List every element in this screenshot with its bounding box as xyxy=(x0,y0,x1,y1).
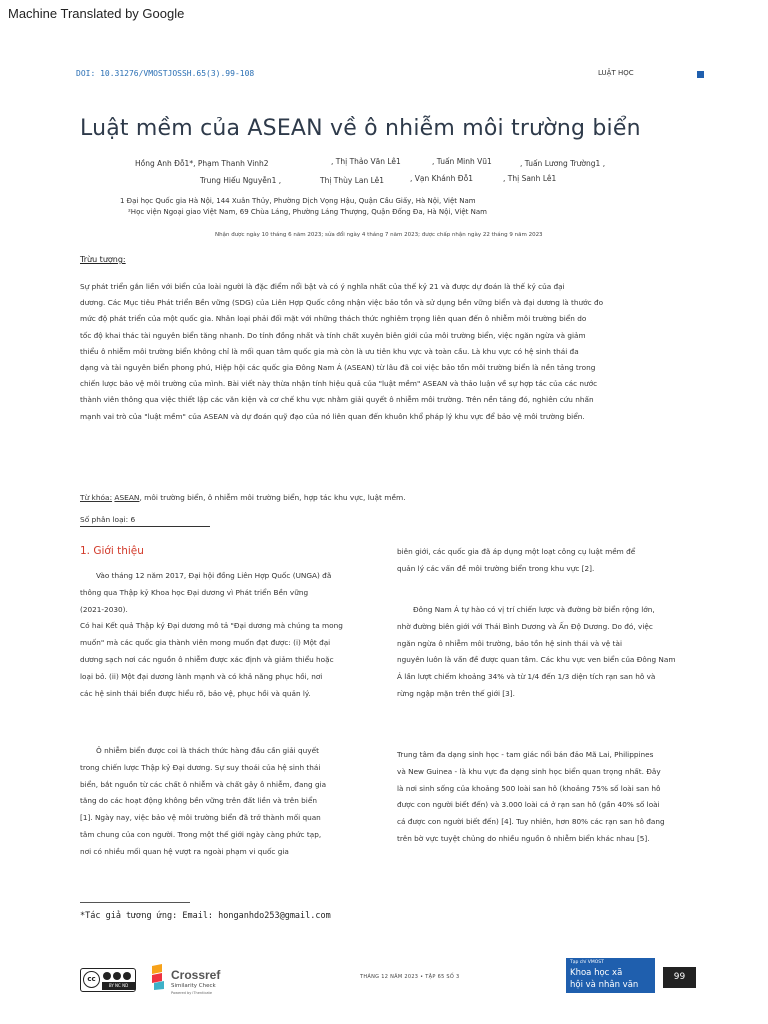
nd-icon xyxy=(123,972,131,980)
text-line: thông qua Thập kỷ Khoa học Đại dương vì Phát triển Bền vững xyxy=(80,587,309,597)
text-line: tăng do các hoạt động không bền vững trên đất liền và trên biển xyxy=(80,796,317,806)
text-line: Đông Nam Á tự hào có vị trí chiến lược và đường bờ biển rộng lớn, xyxy=(413,605,655,614)
by-icon xyxy=(103,972,111,980)
abstract-line: thiểu ô nhiễm môi trường biển không chỉ là mối quan tâm quốc gia mà còn là ưu tiên khu vực và toàn cầu. Là khu vực có hệ sinh thái đa xyxy=(80,346,579,356)
author-line-1a: Hồng Anh Đỗ1*, Phạm Thanh Vinh2 xyxy=(135,159,269,168)
text-line: quản lý các vấn đề môi trường biển trong khu vực [2]. xyxy=(397,563,595,573)
page-number: 99 xyxy=(663,967,696,988)
journal-small-label: Tạp chí VMOST xyxy=(570,960,604,965)
corresponding-author-footnote: *Tác giả tương ứng: Email: honganhdo253@gmail.com xyxy=(80,911,331,921)
author-line-2d: , Thị Sanh Lê1 xyxy=(503,174,557,183)
abstract-line: mức độ phát triển của một quốc gia. Nhân loại phải đối mặt với những thách thức nghiêm trọng liên quan đến ô nhiễm môi trường biển do xyxy=(80,314,587,324)
text-line: tâm chung của con người. Trong một thế giới ngày càng phức tạp, xyxy=(80,829,322,839)
crossref-sub: Similarity Check xyxy=(171,983,216,989)
text-line: các hệ sinh thái biển được hiểu rõ, bảo vệ, phục hồi và quản lý. xyxy=(80,688,311,698)
text-line: ngăn ngừa ô nhiễm môi trường, bảo tồn hệ sinh thái và vệ tài xyxy=(397,638,622,648)
affiliation-2: ²Học viện Ngoại giao Việt Nam, 69 Chùa Láng, Phường Láng Thượng, Quận Đống Đa, Hà Nội, Việt Nam xyxy=(128,208,487,216)
classification-divider xyxy=(80,526,210,527)
abstract-line: tốc độ khai thác tài nguyên biển tăng nhanh. Do tính đồng nhất và tính chất xuyên biên giới của môi trường biển, việc ngăn ngừa và giảm xyxy=(80,330,586,340)
translation-banner: Machine Translated by Google xyxy=(8,6,185,21)
author-line-2a: Trung Hiếu Nguyễn1 , xyxy=(200,176,282,185)
journal-badge xyxy=(566,958,655,993)
text-line: rừng ngập mặn trên thế giới [3]. xyxy=(397,688,515,698)
cc-terms-label: BY NC ND xyxy=(102,982,135,990)
section-1-title: 1. Giới thiệu xyxy=(80,545,144,557)
footnote-divider xyxy=(80,902,190,903)
text-line: loại bỏ. (ii) Một đại dương lành mạnh và có khả năng phục hồi, nơi xyxy=(80,671,323,681)
crossref-name: Crossref xyxy=(171,968,221,982)
classification-number: Số phân loại: 6 xyxy=(80,515,136,524)
text-line: trên bờ vực tuyệt chủng do nhiều nguồn ô nhiễm biển khác nhau [5]. xyxy=(397,833,650,843)
abstract-body xyxy=(80,279,695,425)
text-line: biển, bắt nguồn từ các chất ô nhiễm và chất gây ô nhiễm, đang gia xyxy=(80,779,327,789)
text-line: cá được con người biết đến) [4]. Tuy nhiên, hơn 80% các rạn san hô đang xyxy=(397,817,665,827)
right-col-paragraph-1 xyxy=(397,544,697,578)
text-line: dương sạch nơi các nguồn ô nhiễm được xác định và giảm thiểu hoặc xyxy=(80,654,334,664)
text-line: biên giới, các quốc gia đã áp dụng một loạt công cụ luật mềm để xyxy=(397,547,636,556)
crossref-icon xyxy=(151,964,169,990)
crossref-powered: Powered by iThenticate xyxy=(171,991,213,995)
author-line-2b: Thị Thùy Lan Lê1 xyxy=(320,176,385,185)
author-line-1b: , Thị Thảo Văn Lê1 xyxy=(331,157,401,166)
keywords xyxy=(80,493,406,502)
text-line: Có hai Kết quả Thập kỷ Đại dương mô tả "Đại dương mà chúng ta mong xyxy=(80,621,343,631)
cc-icon: cc xyxy=(83,971,100,988)
text-line: trong chiến lược Thập kỷ Đại dương. Sự suy thoái của hệ sinh thái xyxy=(80,762,321,772)
text-line: Ô nhiễm biển được coi là thách thức hàng đầu cần giải quyết xyxy=(96,746,319,755)
text-line: [1]. Ngày nay, việc bảo vệ môi trường biển đã trở thành mối quan xyxy=(80,813,321,823)
abstract-line: dương. Các Mục tiêu Phát triển Bền vững (SDG) của Liên Hợp Quốc công nhận việc bảo tồn và sử dụng bền vững biển và đại dương là thước đo xyxy=(80,298,604,308)
abstract-line: chiến lược bảo vệ môi trường của mình. Bài viết này thừa nhận tính hiệu quả của "luật mềm" ASEAN và thảo luận về sự hợp tác của các nước xyxy=(80,379,598,389)
text-line: nguyên luôn là vấn đề được quan tâm. Các khu vực ven biển của Đông Nam xyxy=(397,655,676,665)
text-line: Vào tháng 12 năm 2017, Đại hội đồng Liên Hợp Quốc (UNGA) đã xyxy=(96,571,332,580)
text-line: muốn" mà các quốc gia thành viên mong muốn đạt được: (i) Một đại xyxy=(80,638,331,648)
author-line-2c: , Vạn Khánh Đỗ1 xyxy=(410,174,473,183)
author-line-1d: , Tuấn Lương Trường1 , xyxy=(520,159,606,168)
keyword-asean: ASEAN xyxy=(114,493,140,502)
paper-title: Luật mềm của ASEAN về ô nhiễm môi trường biển xyxy=(80,116,641,141)
received-dates: Nhận được ngày 10 tháng 6 năm 2023; sửa đổi ngày 4 tháng 7 năm 2023; được chấp nhận ngày 22 tháng 9 năm 2023 xyxy=(215,232,543,238)
text-line: (2021-2030). xyxy=(80,604,128,614)
text-line: nhờ đường biên giới với Thái Bình Dương và Ấn Độ Dương. Do đó, việc xyxy=(397,621,653,631)
left-col-paragraph-2 xyxy=(80,743,380,861)
section-tag: LUẬT HỌC xyxy=(598,69,634,77)
cc-license-badge[interactable] xyxy=(80,968,136,992)
journal-line-2: hội và nhân văn xyxy=(570,980,639,990)
text-line: Trung tâm đa dạng sinh học - tam giác nối bán đảo Mã Lai, Philippines xyxy=(397,750,654,759)
abstract-line: thành viên thông qua việc thiết lập các văn kiện và cơ chế khu vực nhằm giải quyết ô nhiễm môi trường. Trên nền tảng đó, nghiên cứu nhấn xyxy=(80,395,594,405)
header-square-icon xyxy=(697,71,704,78)
journal-line-1: Khoa học xã xyxy=(570,968,623,978)
nc-icon xyxy=(113,972,121,980)
crossref-logo[interactable] xyxy=(151,964,223,998)
text-line: nơi có nhiều mối quan hệ vượt ra ngoài phạm vi quốc gia xyxy=(80,846,289,856)
abstract-line: dạng và tài nguyên biển phong phú, Hiệp hội các quốc gia Đông Nam Á (ASEAN) từ lâu đã coi việc bảo tồn môi trường biển là nền tảng trong xyxy=(80,363,596,373)
affiliation-1: 1 Đại học Quốc gia Hà Nội, 144 Xuân Thủy, Phường Dịch Vọng Hậu, Quận Cầu Giấy, Hà Nội, Việt Nam xyxy=(120,197,476,205)
text-line: được con người biết đến) và 3.000 loài cá ở rạn san hô (gần 40% số loài xyxy=(397,800,660,810)
author-line-1c: , Tuấn Minh Vũ1 xyxy=(432,157,492,166)
right-col-paragraph-3 xyxy=(397,747,697,848)
issue-info: THÁNG 12 NĂM 2023 • TẬP 65 SỐ 3 xyxy=(360,974,460,980)
right-col-paragraph-2 xyxy=(397,602,697,703)
doi-link[interactable]: DOI: 10.31276/VMOSTJOSSH.65(3).99-108 xyxy=(76,69,255,78)
abstract-line: Sự phát triển gắn liền với biển của loài người là đặc điểm nổi bật và có ý nghĩa nhất của thế kỷ 21 và được dự đoán là thế kỷ của đại xyxy=(80,282,565,291)
text-line: và New Guinea - là khu vực đa dạng sinh học biển quan trọng nhất. Đây xyxy=(397,766,661,776)
left-col-paragraph-1 xyxy=(80,568,380,702)
keywords-label: Từ khóa: xyxy=(80,493,113,502)
abstract-heading: Trừu tượng: xyxy=(80,255,126,264)
keywords-rest: , môi trường biển, ô nhiễm môi trường biển, hợp tác khu vực, luật mềm. xyxy=(139,493,406,502)
text-line: là nơi sinh sống của khoảng 500 loài san hô (khoảng 75% số loài san hô xyxy=(397,783,661,793)
cc-terms-icons xyxy=(103,972,133,980)
abstract-line: mạnh vai trò của "luật mềm" của ASEAN và dự đoán quỹ đạo của nó liên quan đến khuôn khổ pháp lý khu vực để bảo vệ môi trường biển. xyxy=(80,411,585,421)
text-line: Á lần lượt chiếm khoảng 34% và từ 1/4 đến 1/3 diện tích rạn san hô và xyxy=(397,672,656,682)
